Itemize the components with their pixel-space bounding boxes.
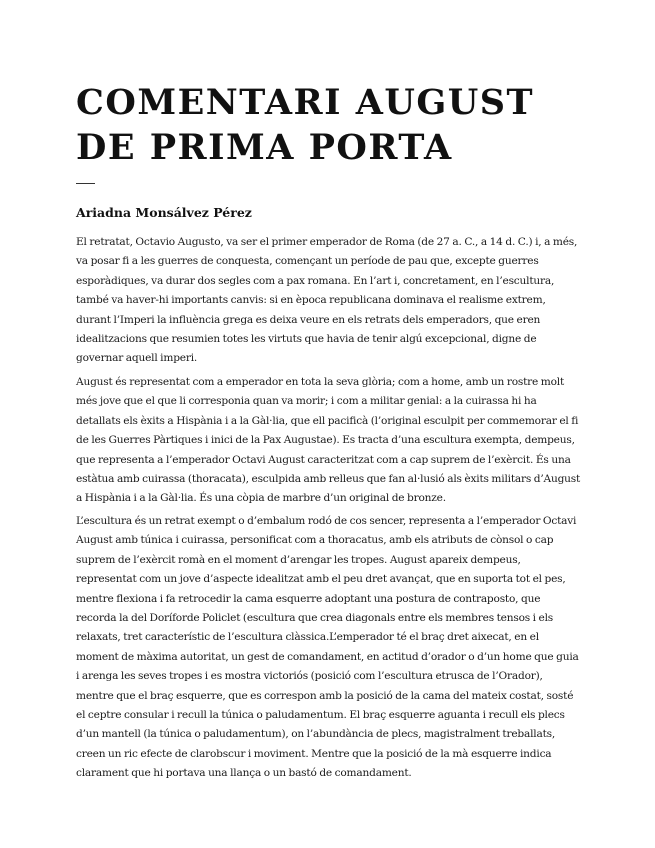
paragraph-3: L’escultura és un retrat exempt o d’embalum rodó de cos sencer, representa a l’emperador Octavi August amb túnica i cuirassa, personificat com a thoracatus, amb els atributs de cònsol o cap suprem de l’exèrcit romà en el moment d’arengar les tropes. August apareix dempeus, representat com un jove d’aspecte idealitzat amb el peu dret avançat, que en suporta tot el pes, mentre flexiona i fa retrocedir la cama esquerre adoptant una postura de contraposto, que recorda la del Doríforde Policlet (escultura que crea diagonals entre els membres tensos i els relaxats, tret característic de l’escultura clàssica.L’emperador té el braç dret aixecat, en el moment de màxima autoritat, un gest de comandament, en actitud d’orador o d’un home que guia i arenga les seves tropes i es mostra victoriós (posició com l’escultura etrusca de l’Orador), mentre que el braç esquerre, que es correspon amb la posició de la cama del mateix costat, sosté el ceptre consular i recull la túnica o paludamentum. El braç esquerre aguanta i recull els plecs d’un mantell (la túnica o paludamentum), on l’abundància de plecs, magistralment treballats, creen un ric efecte de clarobscur i moviment. Mentre que la posició de la mà esquerre indica clarament que hi portava una llança o un bastó de comandament. xyxy=(76,515,579,780)
title-underline-divider xyxy=(76,183,95,184)
paragraph-2: August és representat com a emperador en tota la seva glòria; com a home, amb un rostre molt més jove que el que li corresponia quan va morir; i com a militar genial: a la cuirassa hi ha detallats els èxits a Hispània i a la Gàl·lia, que ell pacificà (l’original esculpit per commemorar el fi de les Guerres Pàrtiques i inici de la Pax Augustae). Es tracta d’una escultura exempta, dempeus, que representa a l’emperador Octavi August caracteritzat com a cap suprem de l’exèrcit. És una estàtua amb cuirassa (thoracata), esculpida amb relleus que fan al·lusió als èxits militars d’August a Hispània i a la Gàl·lia. És una còpia de marbre d’un original de bronze. xyxy=(76,376,581,505)
author-name: Ariadna Monsálvez Pérez xyxy=(76,205,252,220)
paragraph-1: El retratat, Octavio Augusto, va ser el primer emperador de Roma (de 27 a. C., a 14 d. C.) i, a més, va posar fi a les guerres de conquesta, començant un període de pau que, excepte guerres esporàdiques, va durar dos segles com a pax romana. En l’art i, concretament, en l’escultura, també va haver-hi importants canvis: si en època republicana dominava el realisme extrem, durant l’Imperi la influència grega es deixa veure en els retrats dels emperadors, que eren idealitzacions que resumien totes les virtuts que havia de tenir algú excepcional, digne de governar aquell imperi. xyxy=(76,236,578,365)
document-title: COMENTARI AUGUST DE PRIMA PORTA xyxy=(76,82,535,168)
